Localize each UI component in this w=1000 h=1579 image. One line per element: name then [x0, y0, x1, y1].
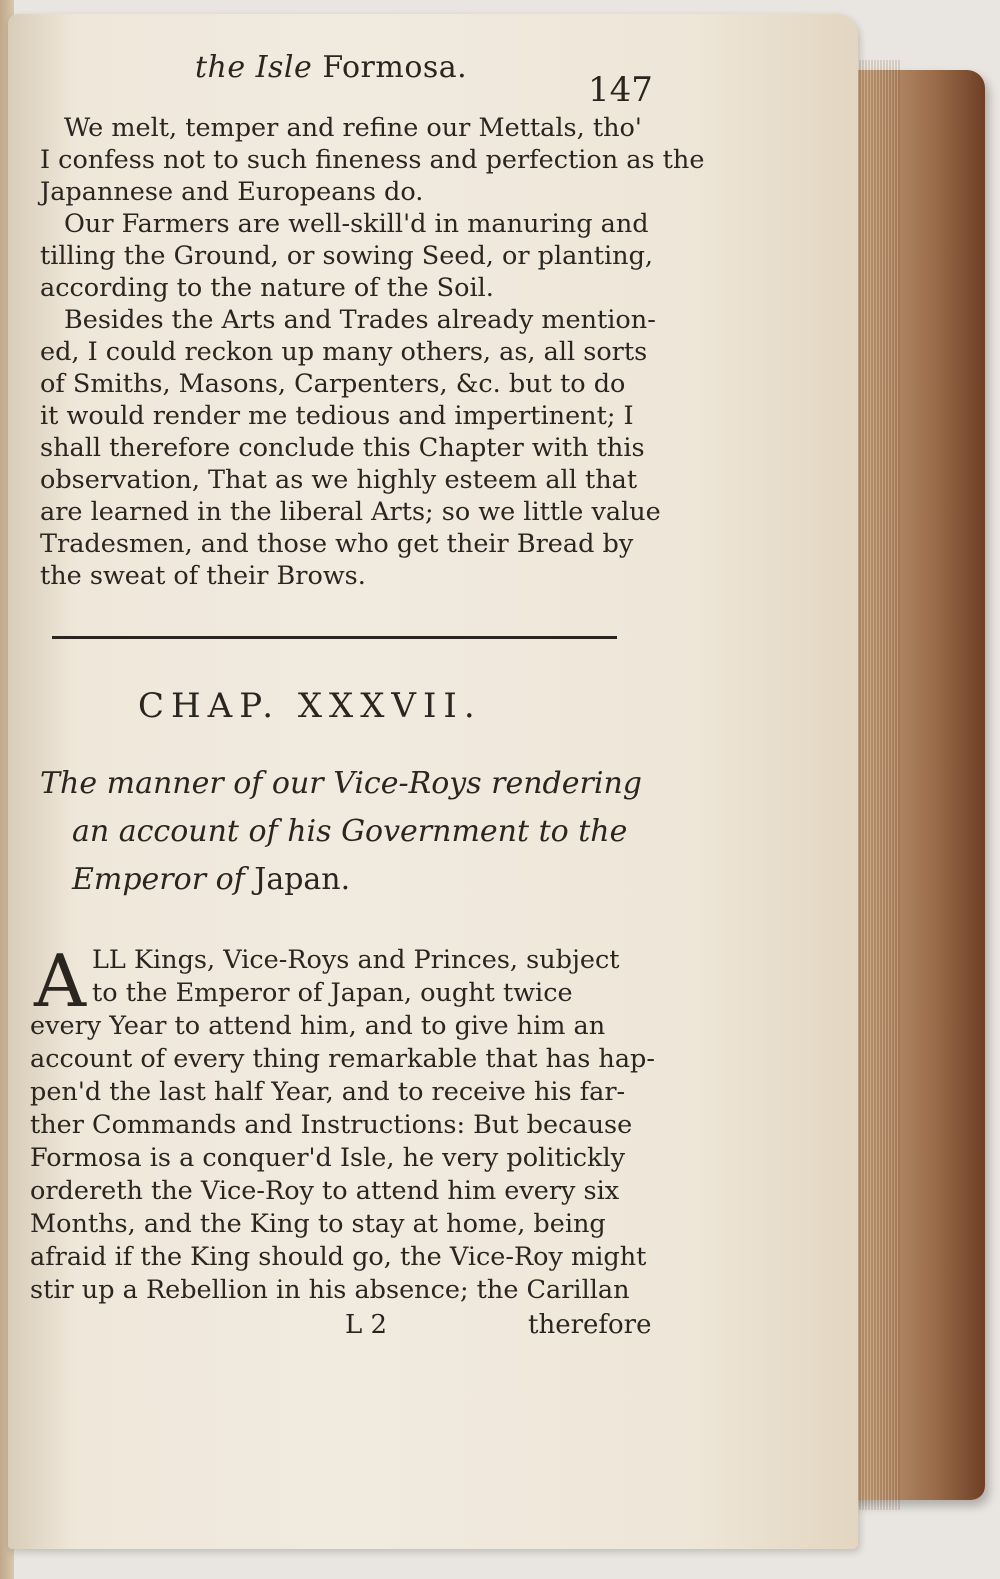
text-line: afraid if the King should go, the Vice-Roy might	[30, 1242, 647, 1272]
text-line: Besides the Arts and Trades already mention-	[64, 305, 656, 335]
text-line: stir up a Rebellion in his absence; the Carillan	[30, 1275, 630, 1305]
chapter-title-line: an account of his Government to the	[72, 814, 628, 849]
chapter-title-italic: Emperor of	[72, 862, 245, 897]
text-line: Our Farmers are well-skill'd in manuring and	[64, 209, 649, 239]
text-line: pen'd the last half Year, and to receive his far-	[30, 1077, 626, 1107]
text-line: are learned in the liberal Arts; so we little value	[40, 497, 661, 527]
text-line: Months, and the King to stay at home, being	[30, 1209, 606, 1239]
page-number: 147	[588, 70, 653, 110]
section-rule	[52, 636, 617, 639]
text-line: tilling the Ground, or sowing Seed, or planting,	[40, 241, 653, 271]
text-line: ordereth the Vice-Roy to attend him every six	[30, 1176, 620, 1206]
running-head	[195, 50, 467, 85]
chapter-title-line	[40, 856, 642, 904]
text-line: every Year to attend him, and to give him an	[30, 1011, 606, 1041]
drop-cap: A	[34, 939, 86, 1023]
text-line: observation, That as we highly esteem all that	[40, 465, 638, 495]
text-line: of Smiths, Masons, Carpenters, &c. but to do	[40, 369, 626, 399]
text-line: the sweat of their Brows.	[40, 561, 366, 591]
text-line: it would render me tedious and impertinent; I	[40, 401, 634, 431]
chapter-title-roman: Japan.	[254, 862, 351, 897]
text-line: LL Kings, Vice-Roys and Princes, subject	[92, 945, 620, 975]
text-line: I confess not to such fineness and perfection as the	[40, 145, 705, 175]
signature-mark: L 2	[345, 1310, 388, 1340]
chapter-title-line: The manner of our Vice-Roys rendering	[40, 766, 642, 801]
running-head-roman: Formosa.	[322, 50, 468, 85]
running-head-italic: the Isle	[195, 50, 313, 85]
text-line: Formosa is a conquer'd Isle, he very politickly	[30, 1143, 626, 1173]
catchword: therefore	[528, 1310, 652, 1340]
text-line: Tradesmen, and those who get their Bread by	[40, 529, 634, 559]
text-line: account of every thing remarkable that has hap-	[30, 1044, 655, 1074]
text-line: ther Commands and Instructions: But because	[30, 1110, 633, 1140]
text-line: according to the nature of the Soil.	[40, 273, 494, 303]
chapter-body	[30, 939, 655, 1307]
text-line: We melt, temper and refine our Mettals, tho'	[64, 113, 642, 143]
closing-paragraphs	[40, 112, 704, 592]
text-line: to the Emperor of Japan, ought twice	[92, 978, 573, 1008]
text-line: Japannese and Europeans do.	[40, 177, 424, 207]
chapter-title	[40, 760, 642, 904]
text-line: ed, I could reckon up many others, as, all sorts	[40, 337, 648, 367]
chapter-heading: CHAP. XXXVII.	[138, 686, 482, 726]
text-line: shall therefore conclude this Chapter with this	[40, 433, 645, 463]
